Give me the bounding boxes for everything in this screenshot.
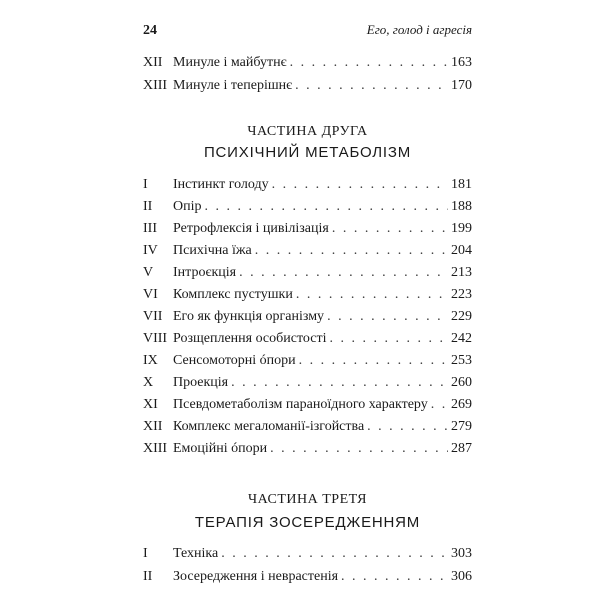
toc-entry xyxy=(143,374,472,392)
dot-leader xyxy=(290,54,448,72)
chapter-page: 269 xyxy=(451,397,472,412)
dot-leader xyxy=(270,440,448,458)
part-two-label: ЧАСТИНА ДРУГА xyxy=(247,124,368,139)
dot-leader xyxy=(431,396,448,414)
toc-entry xyxy=(143,176,472,194)
chapter-title: Псевдометаболізм параноїдного характеру xyxy=(173,397,428,412)
chapter-page: 181 xyxy=(451,177,472,192)
chapter-number: III xyxy=(143,221,157,236)
chapter-number: VII xyxy=(143,309,163,324)
dot-leader xyxy=(299,352,448,370)
toc-entry xyxy=(143,440,472,458)
chapter-number: I xyxy=(143,546,148,561)
dot-leader xyxy=(367,418,448,436)
chapter-number: XIII xyxy=(143,78,168,93)
running-head xyxy=(143,22,472,39)
chapter-page: 287 xyxy=(451,441,472,456)
chapter-page: 204 xyxy=(451,243,472,258)
toc-entry xyxy=(143,396,472,414)
dot-leader xyxy=(295,77,448,95)
chapter-number: IX xyxy=(143,353,158,368)
toc-entry xyxy=(143,264,472,282)
toc-entry xyxy=(143,352,472,370)
chapter-page: 242 xyxy=(451,331,472,346)
chapter-title: Ретрофлексія і цивілізація xyxy=(173,221,329,236)
dot-leader xyxy=(255,242,448,260)
chapter-page: 279 xyxy=(451,419,472,434)
toc-entry xyxy=(143,198,472,216)
dot-leader xyxy=(327,308,448,326)
chapter-number: X xyxy=(143,375,154,390)
chapter-title: Психічна їжа xyxy=(173,243,252,258)
chapter-title: Комплекс мегаломанії-ізгойства xyxy=(173,419,365,434)
chapter-page: 199 xyxy=(451,221,472,236)
chapter-number: IV xyxy=(143,243,158,258)
dot-leader xyxy=(341,568,448,586)
dot-leader xyxy=(221,545,448,563)
toc-entry xyxy=(143,418,472,436)
chapter-number: II xyxy=(143,569,153,584)
chapter-title: Минуле і теперішнє xyxy=(173,78,293,93)
chapter-page: 163 xyxy=(451,55,472,70)
toc-entry xyxy=(143,220,472,238)
chapter-page: 229 xyxy=(451,309,472,324)
chapter-number: XII xyxy=(143,419,163,434)
dot-leader xyxy=(329,330,448,348)
toc-entry xyxy=(143,242,472,260)
toc-entry xyxy=(143,330,472,348)
chapter-number: I xyxy=(143,177,148,192)
chapter-title: Комплекс пустушки xyxy=(173,287,293,302)
dot-leader xyxy=(272,176,448,194)
toc-entry xyxy=(143,286,472,304)
chapter-page: 253 xyxy=(451,353,472,368)
dot-leader xyxy=(296,286,448,304)
chapter-number: XI xyxy=(143,397,158,412)
chapter-number: XIII xyxy=(143,441,168,456)
dot-leader xyxy=(332,220,448,238)
toc-entry xyxy=(143,545,472,563)
chapter-title: Минуле і майбутнє xyxy=(173,55,287,70)
chapter-title: Его як функція організму xyxy=(173,309,325,324)
chapter-page: 213 xyxy=(451,265,472,280)
part-three-label: ЧАСТИНА ТРЕТЯ xyxy=(248,492,367,507)
chapter-title: Розщеплення особистості xyxy=(173,331,327,346)
dot-leader xyxy=(239,264,448,282)
toc-entry xyxy=(143,77,472,95)
dot-leader xyxy=(231,374,448,392)
chapter-number: VIII xyxy=(143,331,168,346)
book-title: Его, голод і агресія xyxy=(366,22,472,37)
chapter-page: 303 xyxy=(451,546,472,561)
chapter-title: Емоційні óпори xyxy=(173,441,268,456)
chapter-number: VI xyxy=(143,287,158,302)
chapter-title: Інтроєкція xyxy=(173,265,237,280)
chapter-page: 170 xyxy=(451,78,472,93)
toc-entry xyxy=(143,568,472,586)
chapter-title: Сенсомоторні óпори xyxy=(173,353,296,368)
part-three-title: ТЕРАПІЯ ЗОСЕРЕДЖЕННЯМ xyxy=(194,514,421,531)
chapter-number: XII xyxy=(143,55,163,70)
chapter-title: Зосередження і неврастенія xyxy=(173,569,339,584)
toc-entry xyxy=(143,54,472,72)
chapter-number: II xyxy=(143,199,153,214)
part-two-title: ПСИХІЧНИЙ МЕТАБОЛІЗМ xyxy=(203,144,412,161)
chapter-page: 188 xyxy=(451,199,472,214)
chapter-title: Інстинкт голоду xyxy=(173,177,269,192)
chapter-title: Опір xyxy=(173,199,202,214)
dot-leader xyxy=(205,198,449,216)
chapter-title: Проекція xyxy=(173,375,229,390)
toc-entry xyxy=(143,308,472,326)
chapter-page: 306 xyxy=(451,569,472,584)
chapter-title: Техніка xyxy=(173,546,219,561)
chapter-page: 260 xyxy=(451,375,472,390)
page-number: 24 xyxy=(143,23,157,38)
chapter-page: 223 xyxy=(451,287,472,302)
chapter-number: V xyxy=(143,265,154,280)
